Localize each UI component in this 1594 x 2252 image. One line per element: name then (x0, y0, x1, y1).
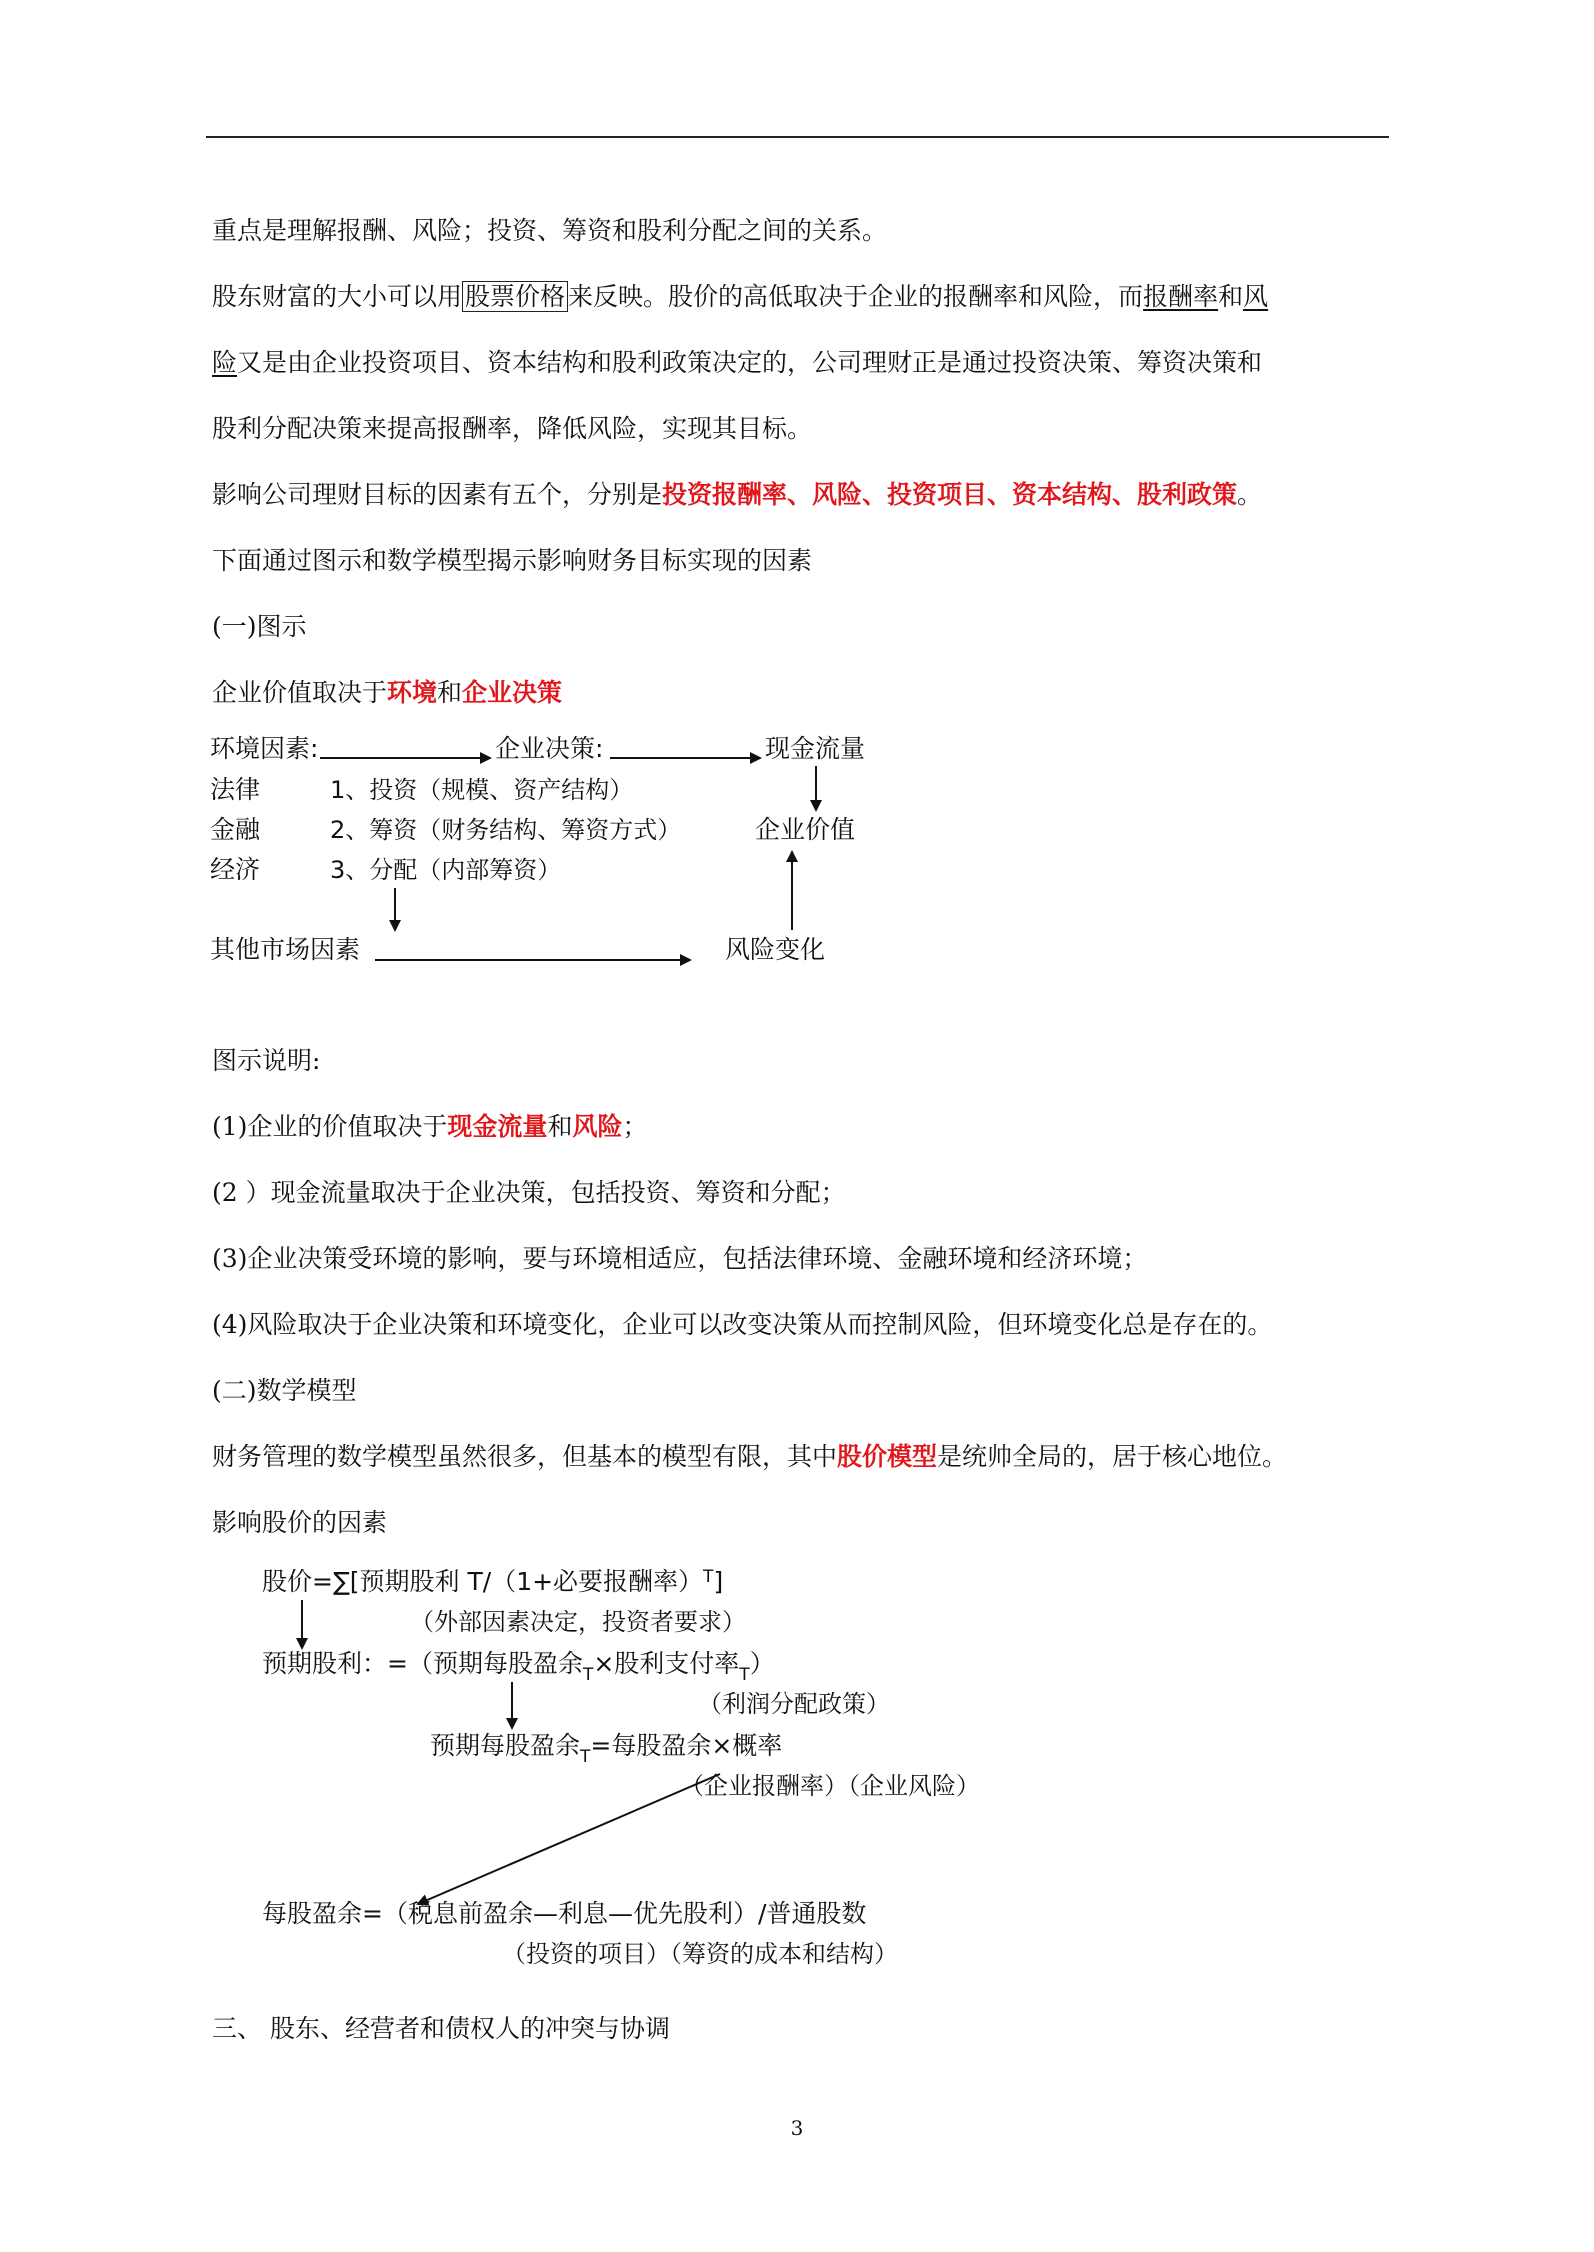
label-law: 法律 (210, 775, 261, 804)
label-risk: 风险变化 (725, 935, 826, 964)
note-4: (4)风险取决于企业决策和环境变化，企业可以改变决策从而控制风险，但环境变化总是存在的。 (212, 1310, 1273, 1339)
paragraph-3: 影响公司理财目标的因素有五个，分别是投资报酬率、风险、投资项目、资本结构、股利政策。 (212, 480, 1263, 509)
label-env: 环境因素: (210, 734, 319, 763)
stock-price-model-diagram (250, 1560, 1030, 1980)
paragraph-2-line-1: 股东财富的大小可以用 股票价格 来反映。股价的高低取决于企业的报酬率和风险，而报酬率和风 (212, 282, 1269, 311)
section-heading-2: (二)数学模型 (212, 1376, 357, 1405)
highlight-five-factors: 投资报酬率、风险、投资项目、资本结构、股利政策 (662, 480, 1238, 509)
formula-line-3: 预期股利：=（预期每股盈余$_T$×股利支付率$_T$） (262, 1649, 775, 1685)
header-rule (206, 136, 1389, 138)
note-3: (3)企业决策受环境的影响，要与环境相适应，包括法律环境、金融环境和经济环境； (212, 1244, 1148, 1273)
underlined-risk-part1: 风 (1243, 282, 1269, 311)
underlined-return-rate: 报酬率 (1143, 282, 1219, 311)
note-2: (2 ）现金流量取决于企业决策，包括投资、筹资和分配； (212, 1178, 846, 1207)
highlight-decision: 企业决策 (462, 678, 563, 707)
paragraph-6: 企业价值取决于环境和企业决策 (212, 678, 563, 707)
highlight-environment: 环境 (387, 678, 438, 707)
label-enterprise-value: 企业价值 (755, 815, 856, 844)
enterprise-value-diagram (200, 730, 900, 980)
paragraph-4: 下面通过图示和数学模型揭示影响财务目标实现的因素 (212, 546, 813, 575)
label-financing: 2、筹资（财务结构、筹资方式） (330, 816, 682, 844)
boxed-stock-price: 股票价格 (462, 281, 568, 312)
formula-line-1: 股价=∑[预期股利 T/（1+必要报酬率）$^T$] (262, 1567, 724, 1596)
highlight-stock-model: 股价模型 (837, 1442, 938, 1471)
formula-line-5: 预期每股盈余$_T$=每股盈余×概率 (430, 1731, 783, 1767)
formula-line-2: （外部因素决定，投资者要求） (410, 1608, 746, 1636)
underlined-risk-part2: 险 (212, 348, 238, 377)
section-heading-3: 三、 股东、经营者和债权人的冲突与协调 (212, 2014, 670, 2043)
page-number: 3 (790, 2116, 804, 2140)
paragraph-14: 影响股价的因素 (212, 1508, 388, 1537)
paragraph-2-line-2: 险又是由企业投资项目、资本结构和股利政策决定的，公司理财正是通过投资决策、筹资决策和 (212, 348, 1263, 377)
formula-line-8: （投资的项目）（筹资的成本和结构） (502, 1940, 898, 1968)
section-heading-1: (一)图示 (212, 612, 307, 641)
paragraph-13: 财务管理的数学模型虽然很多，但基本的模型有限，其中股价模型是统帅全局的，居于核心地位。 (212, 1442, 1288, 1471)
formula-line-7: 每股盈余=（税息前盈余—利息—优先股利）/普通股数 (262, 1899, 867, 1928)
label-distribution: 3、分配（内部筹资） (330, 856, 562, 884)
label-invest: 1、投资（规模、资产结构） (330, 776, 634, 804)
paragraph-1: 重点是理解报酬、风险；投资、筹资和股利分配之间的关系。 (212, 216, 888, 245)
arrow-eps-to-basic-eps (418, 1774, 720, 1904)
label-economy: 经济 (210, 855, 261, 884)
highlight-cashflow: 现金流量 (447, 1112, 548, 1141)
highlight-risk: 风险 (572, 1112, 623, 1141)
label-cashflow: 现金流量 (765, 734, 866, 763)
label-decision: 企业决策: (495, 734, 604, 763)
label-market: 其他市场因素 (210, 935, 361, 964)
paragraph-2-line-3: 股利分配决策来提高报酬率，降低风险，实现其目标。 (212, 414, 813, 443)
diagram-notes-heading: 图示说明: (212, 1046, 321, 1075)
note-1: (1)企业的价值取决于现金流量和风险； (212, 1112, 648, 1141)
formula-line-6: （企业报酬率）（企业风险） (680, 1772, 980, 1800)
formula-line-4: （利润分配政策） (698, 1690, 890, 1718)
label-finance: 金融 (210, 815, 261, 844)
